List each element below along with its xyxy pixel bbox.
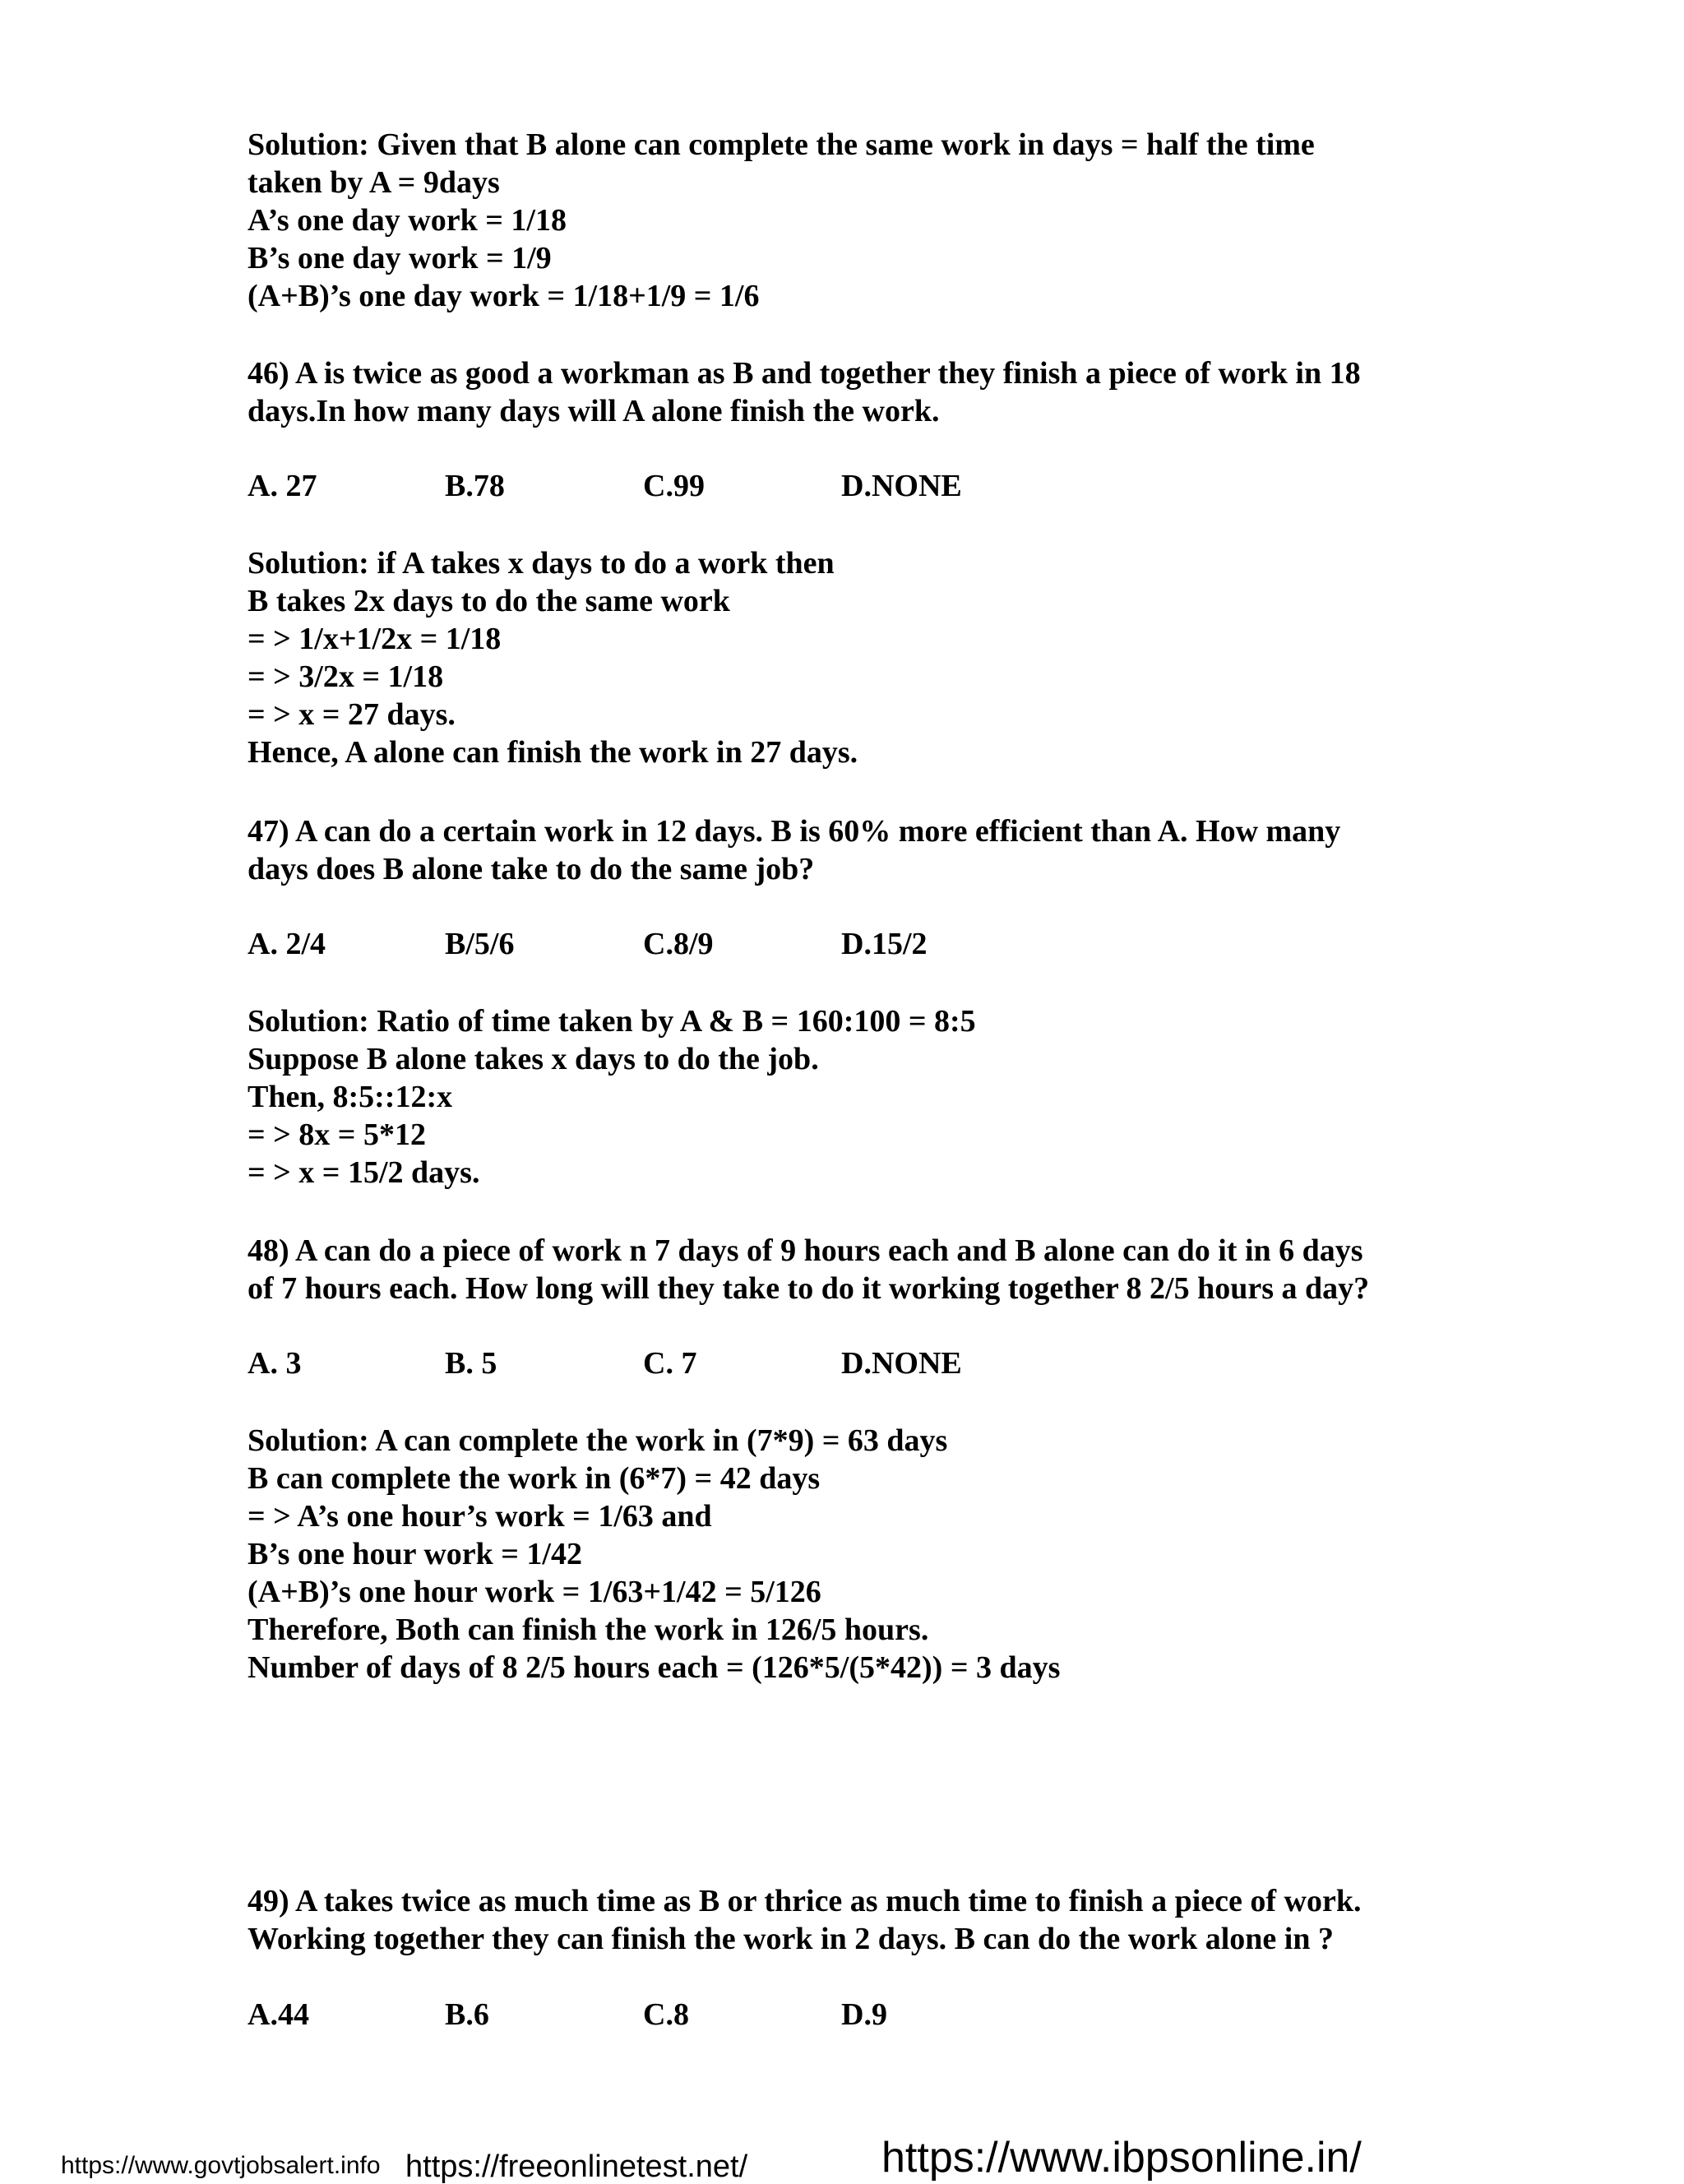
option-d: D.NONE <box>841 1346 962 1381</box>
solution-line: = > A’s one hour’s work = 1/63 and <box>248 1499 712 1534</box>
option-d: D.15/2 <box>841 927 928 961</box>
solution-line: = > 1/x+1/2x = 1/18 <box>248 622 502 656</box>
options-47 <box>248 925 1234 963</box>
question-48 <box>248 1232 1520 1307</box>
solution-line: = > 3/2x = 1/18 <box>248 659 444 694</box>
question-text: 47) A can do a certain work in 12 days. B is 60% more efficient than A. How many <box>248 814 1341 849</box>
solution-line: = > 8x = 5*12 <box>248 1117 426 1152</box>
solution-line: Then, 8:5::12:x <box>248 1080 453 1114</box>
option-b: B.78 <box>445 469 505 503</box>
option-b: B.6 <box>445 1997 489 2032</box>
option-b: B/5/6 <box>445 927 515 961</box>
solution-line: Therefore, Both can finish the work in 126/5 hours. <box>248 1613 929 1647</box>
solution-line: Suppose B alone takes x days to do the job. <box>248 1042 819 1076</box>
question-49 <box>248 1882 1520 1958</box>
solution-line: = > x = 27 days. <box>248 697 456 732</box>
solution-line: taken by A = 9days <box>248 165 500 200</box>
solution-line: Solution: if A takes x days to do a work then <box>248 546 835 581</box>
question-text: days does B alone take to do the same job? <box>248 852 815 886</box>
question-text: 49) A takes twice as much time as B or thrice as much time to finish a piece of work. <box>248 1884 1362 1918</box>
solution-line: (A+B)’s one hour work = 1/63+1/42 = 5/126 <box>248 1575 821 1609</box>
intro-solution <box>248 126 1520 315</box>
footer <box>0 2130 1684 2184</box>
footer-link-govtjobsalert[interactable]: https://www.govtjobsalert.info <box>61 2152 381 2179</box>
solution-line: B’s one day work = 1/9 <box>248 241 552 275</box>
solution-line: Solution: Given that B alone can complete the same work in days = half the time <box>248 127 1315 162</box>
question-text: Working together they can finish the work in 2 days. B can do the work alone in ? <box>248 1922 1334 1956</box>
solution-line: B can complete the work in (6*7) = 42 days <box>248 1461 821 1496</box>
solution-line: B takes 2x days to do the same work <box>248 584 730 618</box>
solution-line: B’s one hour work = 1/42 <box>248 1537 582 1571</box>
footer-link-freeonlinetest[interactable]: https://freeonlinetest.net/ <box>405 2149 748 2184</box>
solution-line: Solution: A can complete the work in (7*9) = 63 days <box>248 1423 948 1458</box>
option-c: C.99 <box>643 469 705 503</box>
option-b: B. 5 <box>445 1346 497 1381</box>
option-a: A. 3 <box>248 1346 302 1381</box>
option-a: A. 27 <box>248 469 317 503</box>
options-46 <box>248 467 1234 505</box>
solution-line: A’s one day work = 1/18 <box>248 203 567 238</box>
solution-line: Hence, A alone can finish the work in 27 days. <box>248 735 858 770</box>
question-text: 46) A is twice as good a workman as B and together they finish a piece of work in 18 <box>248 356 1361 391</box>
question-text: of 7 hours each. How long will they take to do it working together 8 2/5 hours a day? <box>248 1271 1370 1306</box>
solution-line: (A+B)’s one day work = 1/18+1/9 = 1/6 <box>248 279 760 313</box>
question-46 <box>248 354 1520 430</box>
solution-47 <box>248 1002 1520 1191</box>
question-47 <box>248 812 1520 888</box>
options-49 <box>248 1996 1234 2034</box>
footer-link-ibpsonline[interactable]: https://www.ibpsonline.in/ <box>881 2134 1362 2182</box>
option-d: D.9 <box>841 1997 887 2032</box>
solution-line: Number of days of 8 2/5 hours each = (126*5/(5*42)) = 3 days <box>248 1650 1061 1685</box>
solution-line: Solution: Ratio of time taken by A & B = 160:100 = 8:5 <box>248 1004 976 1039</box>
question-text: 48) A can do a piece of work n 7 days of 9 hours each and B alone can do it in 6 days <box>248 1233 1363 1268</box>
option-c: C.8 <box>643 1997 689 2032</box>
option-c: C. 7 <box>643 1346 697 1381</box>
solution-46 <box>248 544 1520 771</box>
question-text: days.In how many days will A alone finish the work. <box>248 394 940 428</box>
option-d: D.NONE <box>841 469 962 503</box>
solution-line: = > x = 15/2 days. <box>248 1155 480 1190</box>
option-a: A.44 <box>248 1997 309 2032</box>
options-48 <box>248 1344 1234 1382</box>
option-a: A. 2/4 <box>248 927 326 961</box>
option-c: C.8/9 <box>643 927 714 961</box>
solution-48 <box>248 1422 1520 1687</box>
